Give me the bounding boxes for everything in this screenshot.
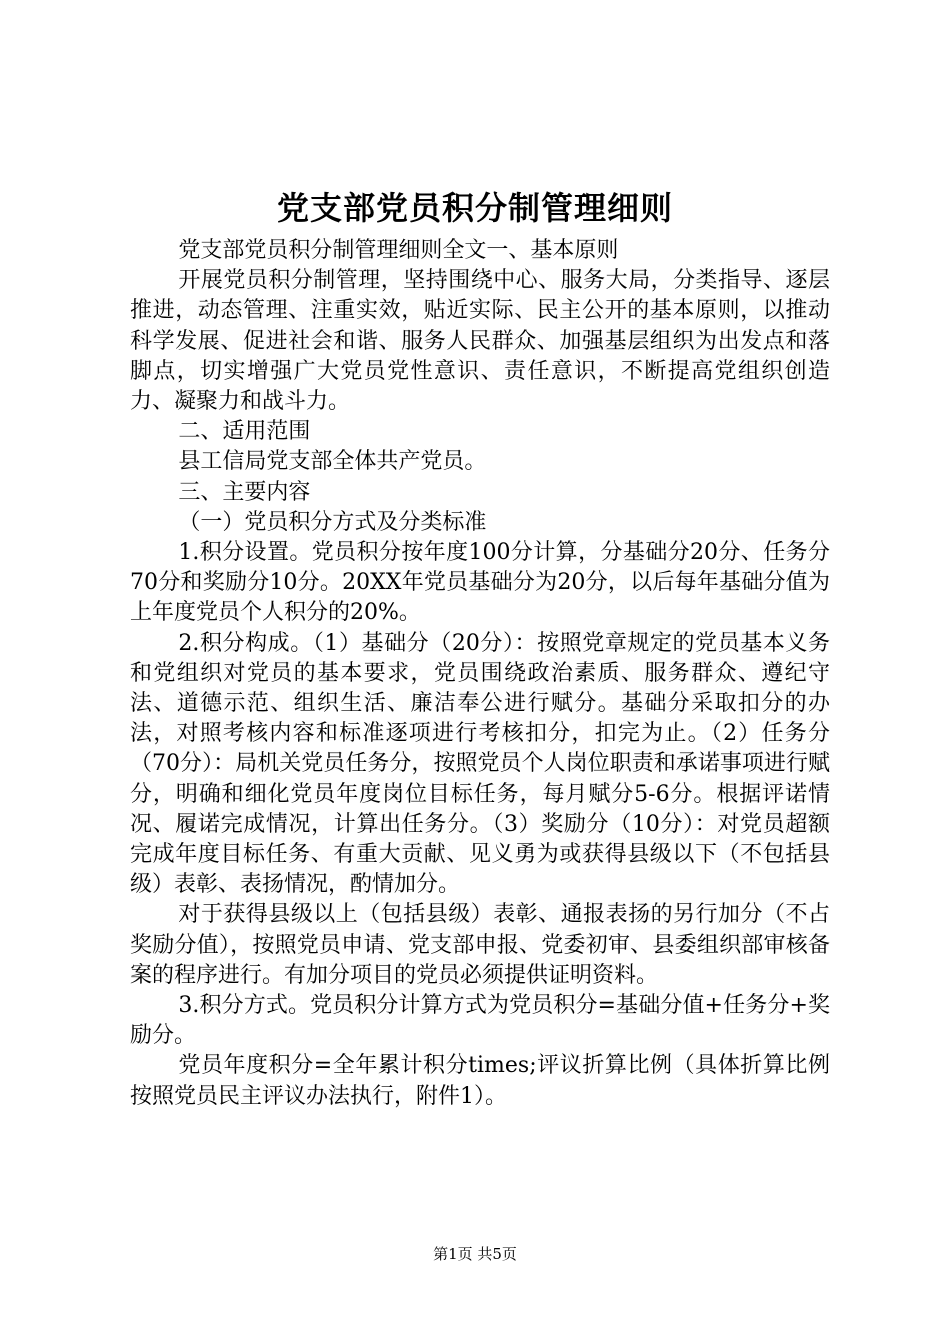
paragraph: 三、主要内容 <box>178 479 311 505</box>
paragraph: 党支部党员积分制管理细则全文一、基本原则 <box>178 238 619 263</box>
paragraph: 2.积分构成。（1）基础分（20分）：按照党章规定的党员基本义务和党组织对党员的基本要求，党员围绕政治素质、服务群众、遵纪守法、道德示范、组织生活、廉洁奉公进行赋分。基础分采取扣分的办法，对照考核内容和标准逐项进行考核扣分，扣完为止。（2）任务分（70分）：局机关党员任务分，按照党员个人岗位职责和承诺事项进行赋分，明确和细化党员年度岗位目标任务，每月赋分5-6分。根据评诺情况、履诺完成情况，计算出任务分。（3）奖励分（10分）：对党员超额完成年度目标任务、有重大贡献、见义勇为或获得县级以下（不包括县级）表彰、表扬情况，酌情加分。 <box>130 630 830 898</box>
paragraph: 对于获得县级以上（包括县级）表彰、通报表扬的另行加分（不占奖励分值），按照党员申请、党支部申报、党委初审、县委组织部审核备案的程序进行。有加分项目的党员必须提供证明资料。 <box>130 902 830 988</box>
paragraph: 1.积分设置。党员积分按年度100分计算，分基础分20分、任务分70分和奖励分10分。20XX年党员基础分为20分，以后每年基础分值为上年度党员个人积分的20%。 <box>130 540 830 626</box>
paragraph: （一）党员积分方式及分类标准 <box>178 509 487 535</box>
page-footer: 第1页 共5页 <box>433 1245 517 1263</box>
paragraph: 开展党员积分制管理，坚持围绕中心、服务大局，分类指导、逐层推进，动态管理、注重实效，贴近实际、民主公开的基本原则，以推动科学发展、促进社会和谐、服务人民群众、加强基层组织为出发点和落脚点，切实增强广大党员党性意识、责任意识，不断提高党组织创造力、凝聚力和战斗力。 <box>130 268 830 415</box>
paragraph: 县工信局党支部全体共产党员。 <box>178 449 487 475</box>
paragraph: 二、适用范围 <box>178 419 311 445</box>
paragraph: 党员年度积分=全年累计积分times;评议折算比例（具体折算比例按照党员民主评议办法执行，附件1）。 <box>130 1053 830 1109</box>
document-body <box>130 236 830 1112</box>
document-title: 党支部党员积分制管理细则 <box>276 189 673 227</box>
paragraph: 3.积分方式。党员积分计算方式为党员积分=基础分值+任务分+奖励分。 <box>130 993 830 1049</box>
